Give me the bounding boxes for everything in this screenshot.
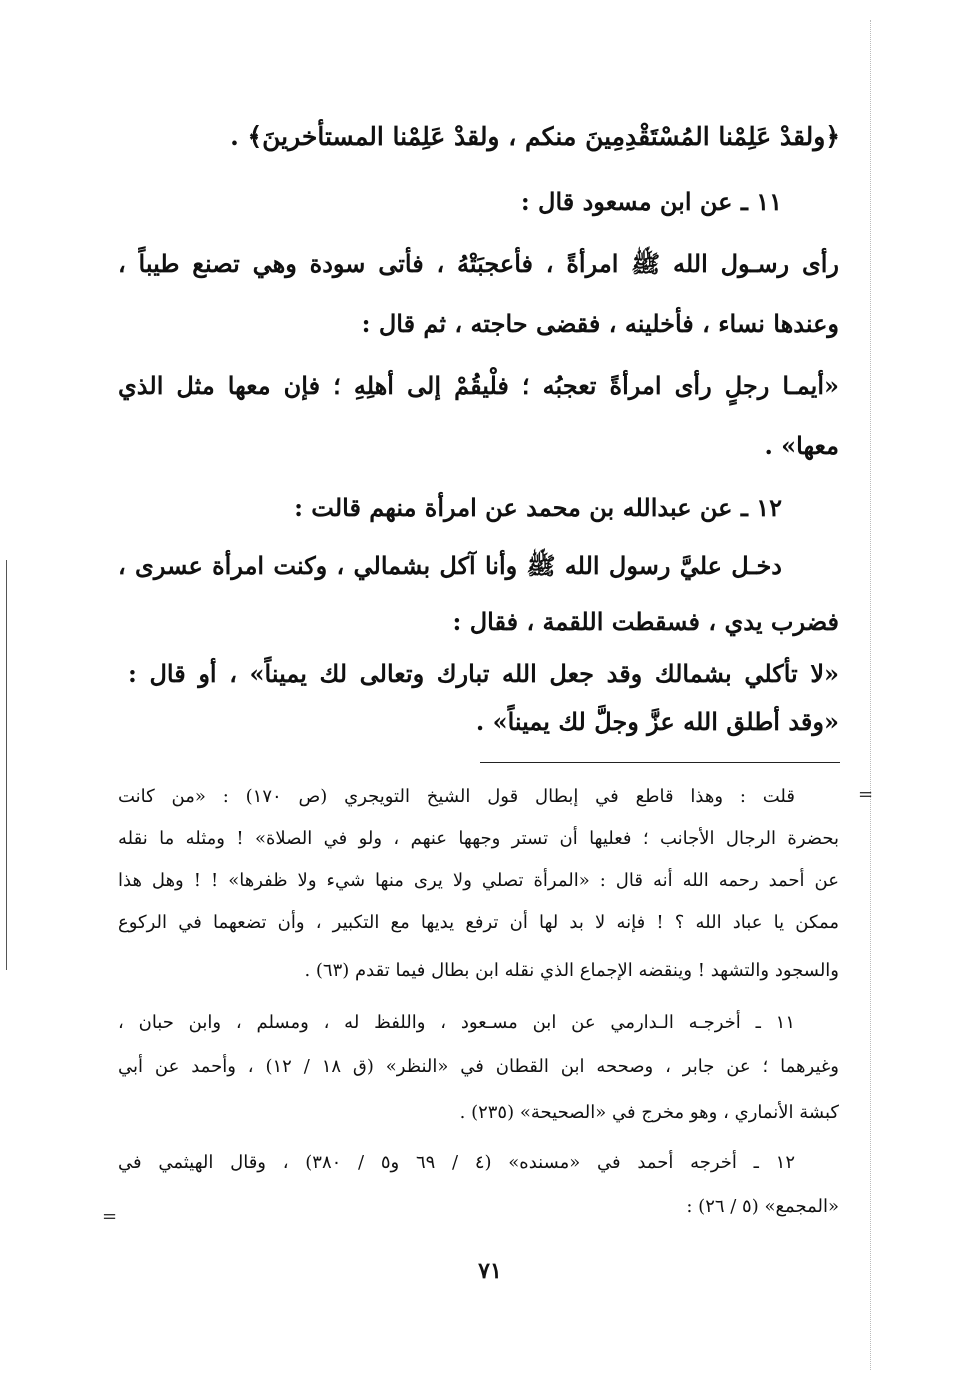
footnote-11: ١١ ـ أخرجـه الـدارمي عن ابن مسـعود ، واللفظ له ، ومسلم ، وابن حبان ، — [118, 1012, 796, 1033]
footnote-line-10: «المجمع» (٥ / ٢٦) : — [686, 1196, 839, 1217]
footnote-line-3: عن أحمد رحمه الله أنه قال : «المرأة تصلي ولا يرى منها شيء ولا ظفرها» ! ! وهل هذا — [118, 870, 839, 891]
margin-line-left — [6, 560, 7, 970]
page-number: ٧١ — [478, 1258, 502, 1284]
main-line-9: فضرب يدي ، فسقطت اللقمة ، فقال : — [452, 607, 839, 636]
hadith-11-heading: ١١ ـ عن ابن مسعود قال : — [520, 187, 782, 216]
footnote-line-7: وغيرهما ؛ عن جابر ، وصححه ابن القطان في «النظر» (ق ١٨ / ١٢) ، وأحمد عن أبي — [118, 1056, 839, 1077]
footnote-line-1: قلت : وهذا قاطع في إبطال قول الشيخ التويجري (ص ١٧٠) : «من كانت — [118, 786, 795, 807]
main-line-10: «لا تأكلي بشمالك وقد جعل الله تبارك وتعالى لك يميناً» ، أو قال : — [128, 659, 840, 688]
main-line-6: معها» . — [764, 431, 839, 460]
main-line-3: رأى رسـول الله ﷺ امرأةً ، فأعجبَتْهُ ، فأتى سودة وهي تصنع طيباً ، — [118, 249, 839, 278]
margin-mark-1: = — [858, 784, 874, 805]
footnote-line-8: كبشة الأنماري ، وهو مخرج في «الصحيحة» (٢٣٥) . — [459, 1102, 839, 1123]
hadith-12-heading: ١٢ ـ عن عبدالله بن محمد عن امرأة منهم قالت : — [294, 493, 782, 522]
main-line-4: وعندها نساء ، فأخلينه ، فقضى حاجته ، ثم قال : — [361, 309, 839, 338]
footnote-line-2: بحضرة الرجال الأجانب ؛ فعليها أن تستر وجهها عنهم ، ولو في الصلاة» ! ومثله ما نقله — [118, 828, 839, 849]
margin-mark-2: = — [102, 1206, 118, 1227]
footnote-separator — [480, 762, 840, 763]
main-line-11: «وقد أطلق الله عزَّ وجلَّ لك يميناً» . — [475, 707, 839, 736]
scan-edge-right — [870, 20, 871, 1370]
main-line-1: ﴿ولقدْ عَلِمْنا المُسْتَقْدِمِينَ منكم ، ولقدْ عَلِمْنا المستأخرينَ﴾ . — [230, 122, 840, 151]
main-line-8: دخـل عليَّ رسول الله ﷺ وأنا آكل بشمالي ، وكنت امرأة عسرى ، — [118, 551, 782, 580]
footnote-line-4: ممكن يا عباد الله ؟ ! فإنه لا بد لها أن ترفع يديها مع التكبير ، وأن تضعهما في الركوع — [118, 912, 839, 933]
main-line-5: «أيمـا رجلٍ رأى امرأةً تعجبُه ؛ فلْيقُمْ إلى أهلِهِ ؛ فإن معها مثل الذي — [118, 371, 839, 400]
footnote-12: ١٢ ـ أخرجه أحمد في «مسنده» (٤ / ٦٩ و٥ / ٣٨٠) ، وقال الهيثمي في — [118, 1152, 795, 1173]
footnote-line-5: والسجود والتشهد ! وينقضه الإجماع الذي نقله ابن بطال فيما تقدم (٦٣) . — [304, 960, 839, 981]
